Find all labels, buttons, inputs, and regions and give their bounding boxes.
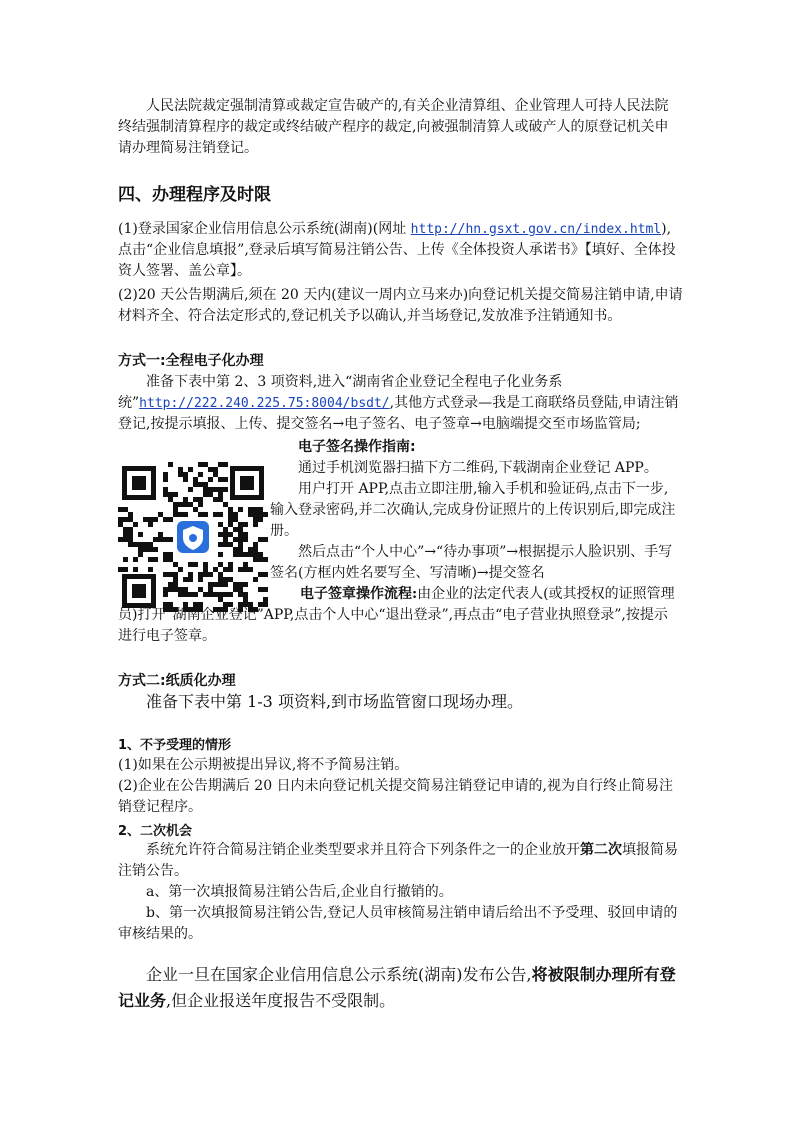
final-paragraph (118, 962, 680, 1014)
second-item-a: a、第一次填报简易注销公告后,企业自行撤销的。 (146, 884, 453, 900)
step-1-text-a: (1)登录国家企业信用信息公示系统(湖南)(网址 (118, 221, 411, 237)
step-1 (118, 219, 683, 282)
method-2-text: 准备下表中第 1-3 项资料,到市场监管窗口现场办理。 (146, 692, 524, 711)
seal-paragraph (118, 584, 680, 647)
sign-step-1: 通过手机浏览器扫描下方二维码,下载湖南企业登记 APP。 (298, 460, 658, 476)
sign-guide-title: 电子签名操作指南: (298, 439, 416, 455)
method-1-text (118, 372, 683, 435)
sign-step-2: 用户打开 APP,点击立即注册,输入手机和验证码,点击下一步,输入登录密码,并二次确认,完成身份证照片的上传识别后,即完成注册。 (270, 481, 676, 539)
final-text-bold: 将被限制办理所有登记业务 (118, 965, 676, 1010)
method-1-title: 方式一:全程电子化办理 (118, 353, 264, 369)
reject-item-2: (2)企业在公告期满后 20 日内未向登记机关提交简易注销登记申请的,视为自行终止简易注销登记程序。 (118, 778, 673, 815)
bsdt-link[interactable]: http://222.240.225.75:8004/bsdt/ (139, 396, 390, 411)
seal-title: 电子签章操作流程: (300, 586, 418, 602)
method-1-text-a: 准备下表中第 2、3 项资料,进入“湖南省企业登记全程电子化业务系统” (118, 374, 563, 411)
method-2-title: 方式二:纸质化办理 (118, 673, 236, 689)
intro-paragraph: 人民法院裁定强制清算或裁定宣告破产的,有关企业清算组、企业管理人可持人民法院终结强制清算程序的裁定或终结破产程序的裁定,向被强制清算人或破产人的原登记机关申请办理简易注销登记。 (118, 98, 669, 156)
section-title: 四、办理程序及时限 (118, 185, 271, 205)
sign-step-3: 然后点击“个人中心”→“待办事项”→根据提示人脸识别、手写签名(方框内姓名要写全、写清晰)→提交签名 (270, 544, 673, 581)
seal-text: 由企业的法定代表人(或其授权的证照管理员)打开“湖南企业登记”APP,点击个人中心“退出登录”,再点击“电子营业执照登录”,按提示进行电子签章。 (118, 586, 675, 644)
second-chance-text (118, 840, 678, 882)
second-chance-title: 2、二次机会 (118, 824, 193, 839)
method-1-text-b: ,其他方式登录—我是工商联络员登陆,申请注销登记,按提示填报、上传、提交签名→电子签名、电子签章→电脑端提交至市场监管局; (118, 395, 679, 432)
gsxt-link[interactable]: http://hn.gsxt.gov.cn/index.html (410, 222, 662, 237)
reject-item-1: (1)如果在公示期被提出异议,将不予简易注销。 (118, 757, 409, 773)
final-text-b: ,但企业报送年度报告不受限制。 (166, 991, 396, 1010)
second-text-a: 系统允许符合简易注销企业类型要求并且符合下列条件之一的企业放开 (146, 842, 580, 858)
final-text-a: 企业一旦在国家企业信用信息公示系统(湖南)发布公告, (146, 965, 532, 984)
step-2: (2)20 天公告期满后,须在 20 天内(建议一周内立马来办)向登记机关提交简易注销申请,申请材料齐全、符合法定形式的,登记机关予以确认,并当场登记,发放准予注销通知书。 (118, 287, 683, 324)
reject-title: 1、不予受理的情形 (118, 738, 232, 753)
second-text-bold: 第二次 (580, 842, 622, 858)
step-1-text-b: ),点击“企业信息填报”,登录后填写简易注销公告、上传《全体投资人承诺书》【填好、全体投资人签署、盖公章】。 (118, 221, 676, 279)
second-text-b: 填报简易注销公告。 (118, 842, 678, 879)
second-item-b: b、第一次填报简易注销公告,登记人员审核简易注销申请后给出不予受理、驳回申请的审核结果的。 (118, 905, 678, 942)
